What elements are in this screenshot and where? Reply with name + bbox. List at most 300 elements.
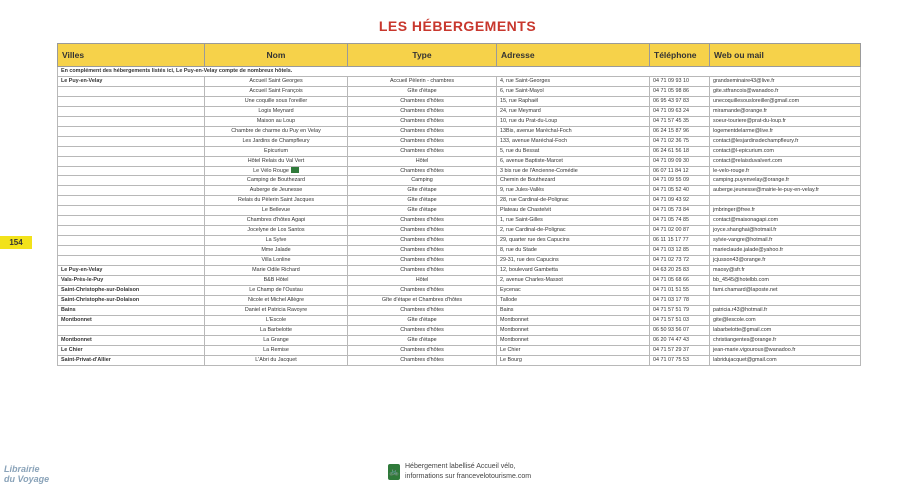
cell-name <box>205 266 348 276</box>
cell-address-text: 13Bis, avenue Maréchal-Foch <box>500 127 572 134</box>
table-row <box>58 276 861 286</box>
cell-address <box>497 246 650 256</box>
cell-web[interactable] <box>710 96 861 106</box>
cell-city-text: Le Chier <box>61 346 83 353</box>
cell-city <box>58 216 205 226</box>
cell-type-text: Chambres d'hôtes <box>400 237 444 244</box>
cell-type <box>348 236 497 246</box>
cell-address-text: 29-31, rue des Capucins <box>500 257 559 264</box>
cell-address <box>497 116 650 126</box>
cell-name-text: Daniel et Patricia Ravoyre <box>244 306 308 313</box>
cell-web[interactable] <box>710 146 861 156</box>
cell-web[interactable] <box>710 126 861 136</box>
cell-city-text: Montbonnet <box>61 336 92 343</box>
cell-phone <box>650 226 710 236</box>
table-row <box>58 136 861 146</box>
cell-phone <box>650 335 710 345</box>
cell-web[interactable] <box>710 176 861 186</box>
cell-type-text: Gîte d'étape <box>407 187 437 194</box>
cell-name-text: Auberge de Jeunesse <box>249 187 303 194</box>
table-row <box>58 176 861 186</box>
cell-address-text: 2, rue Cardinal-de-Polignac <box>500 227 566 234</box>
note-row <box>58 67 861 77</box>
cell-web[interactable] <box>710 285 861 295</box>
header-web: Web ou mail <box>710 44 861 67</box>
table-row <box>58 256 861 266</box>
cell-city <box>58 136 205 146</box>
cell-web <box>710 196 861 206</box>
header-cities: Villes <box>58 44 205 67</box>
cell-name-text: Nicole et Michel Allègre <box>247 296 305 303</box>
cell-web-text: maosy@sfr.fr <box>713 267 745 274</box>
cell-web[interactable] <box>710 86 861 96</box>
cell-name <box>205 86 348 96</box>
cell-address-text: 5, rue du Bessat <box>500 147 540 154</box>
cell-name-text: La Remise <box>263 346 289 353</box>
cell-phone <box>650 136 710 146</box>
cell-type <box>348 345 497 355</box>
logo-line-1: Librairie <box>4 464 40 474</box>
table-row <box>58 246 861 256</box>
cell-type <box>348 226 497 236</box>
cell-phone <box>650 325 710 335</box>
cell-address <box>497 136 650 146</box>
cell-city <box>58 276 205 286</box>
table-row <box>58 156 861 166</box>
cell-type <box>348 276 497 286</box>
cell-phone-text: 04 71 01 51 55 <box>653 286 689 293</box>
cell-type-text: Gîte d'étape <box>407 207 437 214</box>
header-phone: Téléphone <box>650 44 710 67</box>
cell-type <box>348 76 497 86</box>
cell-address <box>497 216 650 226</box>
cell-city <box>58 335 205 345</box>
cell-phone <box>650 216 710 226</box>
cell-name <box>205 276 348 286</box>
cell-type-text: Chambres d'hôtes <box>400 127 444 134</box>
cell-type-text: Chambres d'hôtes <box>400 306 444 313</box>
cell-phone-text: 04 71 03 12 85 <box>653 247 689 254</box>
table-row <box>58 335 861 345</box>
cell-city-text: Le Puy-en-Velay <box>61 267 103 274</box>
cell-name <box>205 136 348 146</box>
cell-type <box>348 315 497 325</box>
cell-phone-text: 04 71 09 63 24 <box>653 107 689 114</box>
cell-type <box>348 106 497 116</box>
cell-phone-text: 06 95 43 97 83 <box>653 97 689 104</box>
cell-type <box>348 166 497 176</box>
cell-type <box>348 246 497 256</box>
cell-address <box>497 196 650 206</box>
table-row <box>58 76 861 86</box>
cell-web[interactable] <box>710 76 861 86</box>
cell-city <box>58 206 205 216</box>
cell-address-text: 15, rue Raphaël <box>500 97 539 104</box>
legend-text <box>405 462 531 482</box>
table-header-row <box>58 44 861 67</box>
cell-address-text: Montbonnet <box>500 326 529 333</box>
cell-type-text: Chambres d'hôtes <box>400 267 444 274</box>
cell-phone <box>650 166 710 176</box>
cell-type <box>348 355 497 365</box>
table-row <box>58 166 861 176</box>
cell-web[interactable] <box>710 355 861 365</box>
cell-type-text: Chambres d'hôtes <box>400 326 444 333</box>
cell-phone-text: 06 11 15 17 77 <box>653 237 689 244</box>
cell-web-text: contact@l-epicurium.com <box>713 147 774 154</box>
table-row <box>58 305 861 315</box>
cell-web[interactable] <box>710 335 861 345</box>
cell-name-text: Chambre de charme du Puy en Velay <box>231 127 321 134</box>
cell-city <box>58 86 205 96</box>
cell-name <box>205 355 348 365</box>
cell-city-text: Vals-Près-le-Puy <box>61 277 104 284</box>
cell-phone <box>650 256 710 266</box>
cell-address <box>497 285 650 295</box>
cell-address-text: 12, boulevard Gambetta <box>500 267 558 274</box>
cell-phone <box>650 106 710 116</box>
cell-type-text: Chambres d'hôtes <box>400 346 444 353</box>
cell-phone-text: 04 71 05 98 86 <box>653 87 689 94</box>
cell-name <box>205 126 348 136</box>
cell-address-text: 29, quarter rue des Capucins <box>500 237 570 244</box>
cell-name <box>205 216 348 226</box>
cell-phone-text: 04 71 09 55 09 <box>653 177 689 184</box>
cell-city <box>58 345 205 355</box>
cell-type <box>348 216 497 226</box>
cell-web[interactable] <box>710 345 861 355</box>
cell-type-text: Accueil Pèlerin - chambres <box>389 77 455 84</box>
cell-address <box>497 256 650 266</box>
cell-type-text: Gîte d'étape <box>407 87 437 94</box>
cell-phone <box>650 345 710 355</box>
cell-phone <box>650 176 710 186</box>
cell-type <box>348 136 497 146</box>
cell-web-text: auberge.jeunesse@mairie-le-puy-en-velay.fr <box>713 187 820 194</box>
cell-web[interactable] <box>710 136 861 146</box>
cell-city <box>58 315 205 325</box>
cell-phone <box>650 276 710 286</box>
header-name: Nom <box>205 44 348 67</box>
table-row <box>58 285 861 295</box>
cell-phone <box>650 86 710 96</box>
page-title: LES HÉBERGEMENTS <box>378 18 537 34</box>
cell-type-text: Camping <box>411 177 433 184</box>
cell-type <box>348 256 497 266</box>
cell-phone <box>650 146 710 156</box>
cell-web-text: bb_4545@hotelbb.com <box>713 277 769 284</box>
cell-name <box>205 226 348 236</box>
cell-name <box>205 345 348 355</box>
cell-address-text: 6, avenue Baptiste-Marcet <box>500 157 563 164</box>
cell-phone-text: 04 71 09 09 30 <box>653 157 689 164</box>
cell-address <box>497 236 650 246</box>
cell-type-text: Chambres d'hôtes <box>400 117 444 124</box>
cell-web[interactable] <box>710 186 861 196</box>
cell-city <box>58 355 205 365</box>
cell-phone-text: 04 71 05 68 66 <box>653 277 689 284</box>
cell-name-text: Le Bellevue <box>261 207 291 214</box>
cell-address-text: 6, rue Saint-Mayol <box>500 87 544 94</box>
cell-name-text: Maison au Loup <box>256 117 296 124</box>
cell-web[interactable] <box>710 106 861 116</box>
cell-web[interactable] <box>710 116 861 126</box>
cell-address <box>497 186 650 196</box>
publisher-logo <box>4 464 56 490</box>
cell-web-text: joyce.shanghai@hotmail.fr <box>713 227 777 234</box>
cell-type <box>348 86 497 96</box>
cell-name-text: La Barbelotte <box>259 326 293 333</box>
cell-web[interactable] <box>710 315 861 325</box>
cell-web[interactable] <box>710 246 861 256</box>
cell-city <box>58 285 205 295</box>
cell-name <box>205 106 348 116</box>
cell-web[interactable] <box>710 206 861 216</box>
cell-web <box>710 295 861 305</box>
cell-phone <box>650 156 710 166</box>
cell-address-text: Plateau de Chastelvit <box>500 207 551 214</box>
cell-type-text: Chambres d'hôtes <box>400 137 444 144</box>
legend-line-1: Hébergement labellisé Accueil vélo, <box>405 463 516 470</box>
cell-web[interactable] <box>710 276 861 286</box>
cell-phone <box>650 315 710 325</box>
table-row <box>58 295 861 305</box>
cell-web-text: grandseminaire43@live.fr <box>713 77 775 84</box>
cell-web-text: marieclaude.jalade@yahoo.fr <box>713 247 784 254</box>
cell-address-text: Bains <box>500 306 514 313</box>
table-row <box>58 196 861 206</box>
cell-city <box>58 176 205 186</box>
cell-web-text: jean-marie.vigouroux@wanadoo.fr <box>713 346 796 353</box>
cell-phone-text: 04 71 57 51 79 <box>653 306 689 313</box>
cell-city <box>58 146 205 156</box>
cell-name <box>205 325 348 335</box>
table-row <box>58 266 861 276</box>
cell-type <box>348 96 497 106</box>
cell-type <box>348 335 497 345</box>
table-row <box>58 345 861 355</box>
table-row <box>58 226 861 236</box>
note-text: En complément des hébergements listés ici, Le Puy-en-Velay compte de nombreux hôtels. <box>58 67 861 77</box>
cell-type-text: Chambres d'hôtes <box>400 247 444 254</box>
cell-city <box>58 256 205 266</box>
cell-name <box>205 305 348 315</box>
cell-address-text: 10, rue du Prat-du-Loup <box>500 117 558 124</box>
cell-name-text: Epicurium <box>264 147 288 154</box>
cell-web-text: jcjusson43@orange.fr <box>713 257 766 264</box>
cell-address <box>497 276 650 286</box>
cell-city-text: Saint-Privat-d'Allier <box>61 356 111 363</box>
table-row <box>58 106 861 116</box>
cell-type <box>348 266 497 276</box>
cell-name-text: Relais du Pèlerin Saint Jacques <box>237 197 315 204</box>
cell-type-text: Chambres d'hôtes <box>400 217 444 224</box>
cell-phone-text: 04 71 57 45 35 <box>653 117 689 124</box>
cell-address <box>497 315 650 325</box>
cell-phone-text: 04 71 05 74 85 <box>653 217 689 224</box>
cell-name <box>205 335 348 345</box>
cell-address-text: 28, rue Cardinal-de-Polignac <box>500 197 569 204</box>
cell-city <box>58 76 205 86</box>
cell-phone <box>650 305 710 315</box>
cell-name <box>205 256 348 266</box>
table-row <box>58 216 861 226</box>
cell-address <box>497 176 650 186</box>
cell-phone <box>650 116 710 126</box>
table-row <box>58 186 861 196</box>
header-type: Type <box>348 44 497 67</box>
cell-address <box>497 86 650 96</box>
cell-type <box>348 146 497 156</box>
cell-name-text: B&B Hôtel <box>263 277 289 284</box>
cell-type-text: Gîte d'étape <box>407 336 437 343</box>
cell-phone <box>650 266 710 276</box>
cell-web-text: contact@relaisduvalvert.com <box>713 157 783 164</box>
cell-type-text: Gîte d'étape et Chambres d'hôtes <box>381 296 463 303</box>
cell-address <box>497 106 650 116</box>
cell-web-text: gite.stfrancois@wanadoo.fr <box>713 87 779 94</box>
cell-city <box>58 186 205 196</box>
cell-address-text: 1, rue Saint-Gilles <box>500 217 543 224</box>
bike-icon: 🚲 <box>388 464 400 480</box>
cell-phone <box>650 285 710 295</box>
cell-city <box>58 126 205 136</box>
cell-web-text: soeur-touriere@prat-du-loup.fr <box>713 117 786 124</box>
table-row <box>58 315 861 325</box>
cell-web-text: contact@maisonagapi.com <box>713 217 779 224</box>
cell-type <box>348 325 497 335</box>
cell-name <box>205 285 348 295</box>
cell-type <box>348 126 497 136</box>
cell-city <box>58 246 205 256</box>
cell-web[interactable] <box>710 156 861 166</box>
cell-address-text: 8, rue du Stade <box>500 247 537 254</box>
cell-phone-text: 04 71 02 00 87 <box>653 227 689 234</box>
cell-city <box>58 156 205 166</box>
cell-city <box>58 236 205 246</box>
cell-web[interactable] <box>710 226 861 236</box>
cell-phone-text: 04 71 05 73 84 <box>653 207 689 214</box>
cell-type-text: Chambres d'hôtes <box>400 257 444 264</box>
cell-phone <box>650 96 710 106</box>
cell-phone-text: 04 71 03 17 78 <box>653 296 689 303</box>
cell-phone-text: 06 07 11 84 12 <box>653 167 689 174</box>
cell-web[interactable] <box>710 166 861 176</box>
cell-address-text: Montbonnet <box>500 316 529 323</box>
cell-address <box>497 96 650 106</box>
cell-web[interactable] <box>710 216 861 226</box>
cell-address <box>497 166 650 176</box>
cell-city <box>58 116 205 126</box>
cell-type <box>348 285 497 295</box>
cell-type-text: Chambres d'hôtes <box>400 97 444 104</box>
cell-name <box>205 176 348 186</box>
cell-phone-text: 06 24 61 56 18 <box>653 147 689 154</box>
cell-web-text: jmbringer@free.fr <box>713 207 756 214</box>
cell-name <box>205 166 348 176</box>
cell-city <box>58 295 205 305</box>
cell-name-text: Hôtel Relais du Val Vert <box>247 157 305 164</box>
table-row <box>58 325 861 335</box>
cell-phone-text: 04 71 02 36 75 <box>653 137 689 144</box>
cell-address-text: Eycenac <box>500 286 521 293</box>
cell-type-text: Chambres d'hôtes <box>400 107 444 114</box>
cell-type-text: Chambres d'hôtes <box>400 356 444 363</box>
cell-web[interactable] <box>710 256 861 266</box>
cell-phone-text: 04 71 57 51 03 <box>653 316 689 323</box>
table-row <box>58 355 861 365</box>
cell-web[interactable] <box>710 305 861 315</box>
logo-line-2: du Voyage <box>4 474 50 484</box>
cell-city-text: Saint-Christophe-sur-Dolaison <box>61 286 140 293</box>
cell-phone-text: 04 71 09 93 10 <box>653 77 689 84</box>
cell-address-text: Le Chier <box>500 346 521 353</box>
cell-city <box>58 226 205 236</box>
cell-phone <box>650 196 710 206</box>
cell-address-text: 2, avenue Charles-Massot <box>500 277 563 284</box>
cell-name-text: Marie Odile Richard <box>252 267 300 274</box>
cell-phone <box>650 246 710 256</box>
cell-name <box>205 186 348 196</box>
cell-type-text: Gîte d'étape <box>407 316 437 323</box>
cell-city <box>58 106 205 116</box>
cell-name-text: Mme Jalade <box>261 247 291 254</box>
cell-name-text: Accueil Saint Georges <box>249 77 303 84</box>
cell-address-text: 133, avenue Maréchal-Foch <box>500 137 568 144</box>
cell-address-text: Montbonnet <box>500 336 529 343</box>
cell-name-text: Le Champ de l'Oustau <box>249 286 303 293</box>
cell-phone <box>650 355 710 365</box>
cell-address <box>497 126 650 136</box>
cell-address-text: Chemin de Bouthezard <box>500 177 556 184</box>
cell-name-text: Le Vélo Rouge <box>253 167 289 174</box>
table-row <box>58 146 861 156</box>
cell-type <box>348 305 497 315</box>
cell-web[interactable] <box>710 236 861 246</box>
cell-name <box>205 236 348 246</box>
cell-address <box>497 146 650 156</box>
cell-name-text: Logis Meynard <box>258 107 294 114</box>
cell-city <box>58 325 205 335</box>
cell-web-text: fami.chamard@laposte.net <box>713 286 778 293</box>
cell-type <box>348 156 497 166</box>
cell-address <box>497 76 650 86</box>
cell-name-text: Les Jardins de Champfleury <box>242 137 310 144</box>
cell-web[interactable] <box>710 325 861 335</box>
cell-web[interactable] <box>710 266 861 276</box>
table-row <box>58 236 861 246</box>
cell-name <box>205 96 348 106</box>
cell-address <box>497 295 650 305</box>
cell-phone <box>650 295 710 305</box>
cell-name-text: Jocelyne de Los Santos <box>247 227 305 234</box>
cell-address <box>497 325 650 335</box>
cell-address <box>497 226 650 236</box>
cell-web-text: labarbelotte@gmail.com <box>713 326 772 333</box>
cell-city-text: Le Puy-en-Velay <box>61 77 103 84</box>
cell-name <box>205 196 348 206</box>
cell-web-text: sylvie-vangre@hotmail.fr <box>713 237 773 244</box>
cell-type <box>348 176 497 186</box>
cell-name-text: Camping de Bouthezard <box>246 177 306 184</box>
cell-address-text: 24, rue Meymard <box>500 107 541 114</box>
cell-address <box>497 355 650 365</box>
cell-name <box>205 76 348 86</box>
legend <box>388 459 531 485</box>
cell-name-text: La Grange <box>263 336 289 343</box>
cell-name-text: L'Escole <box>265 316 287 323</box>
table-row <box>58 86 861 96</box>
